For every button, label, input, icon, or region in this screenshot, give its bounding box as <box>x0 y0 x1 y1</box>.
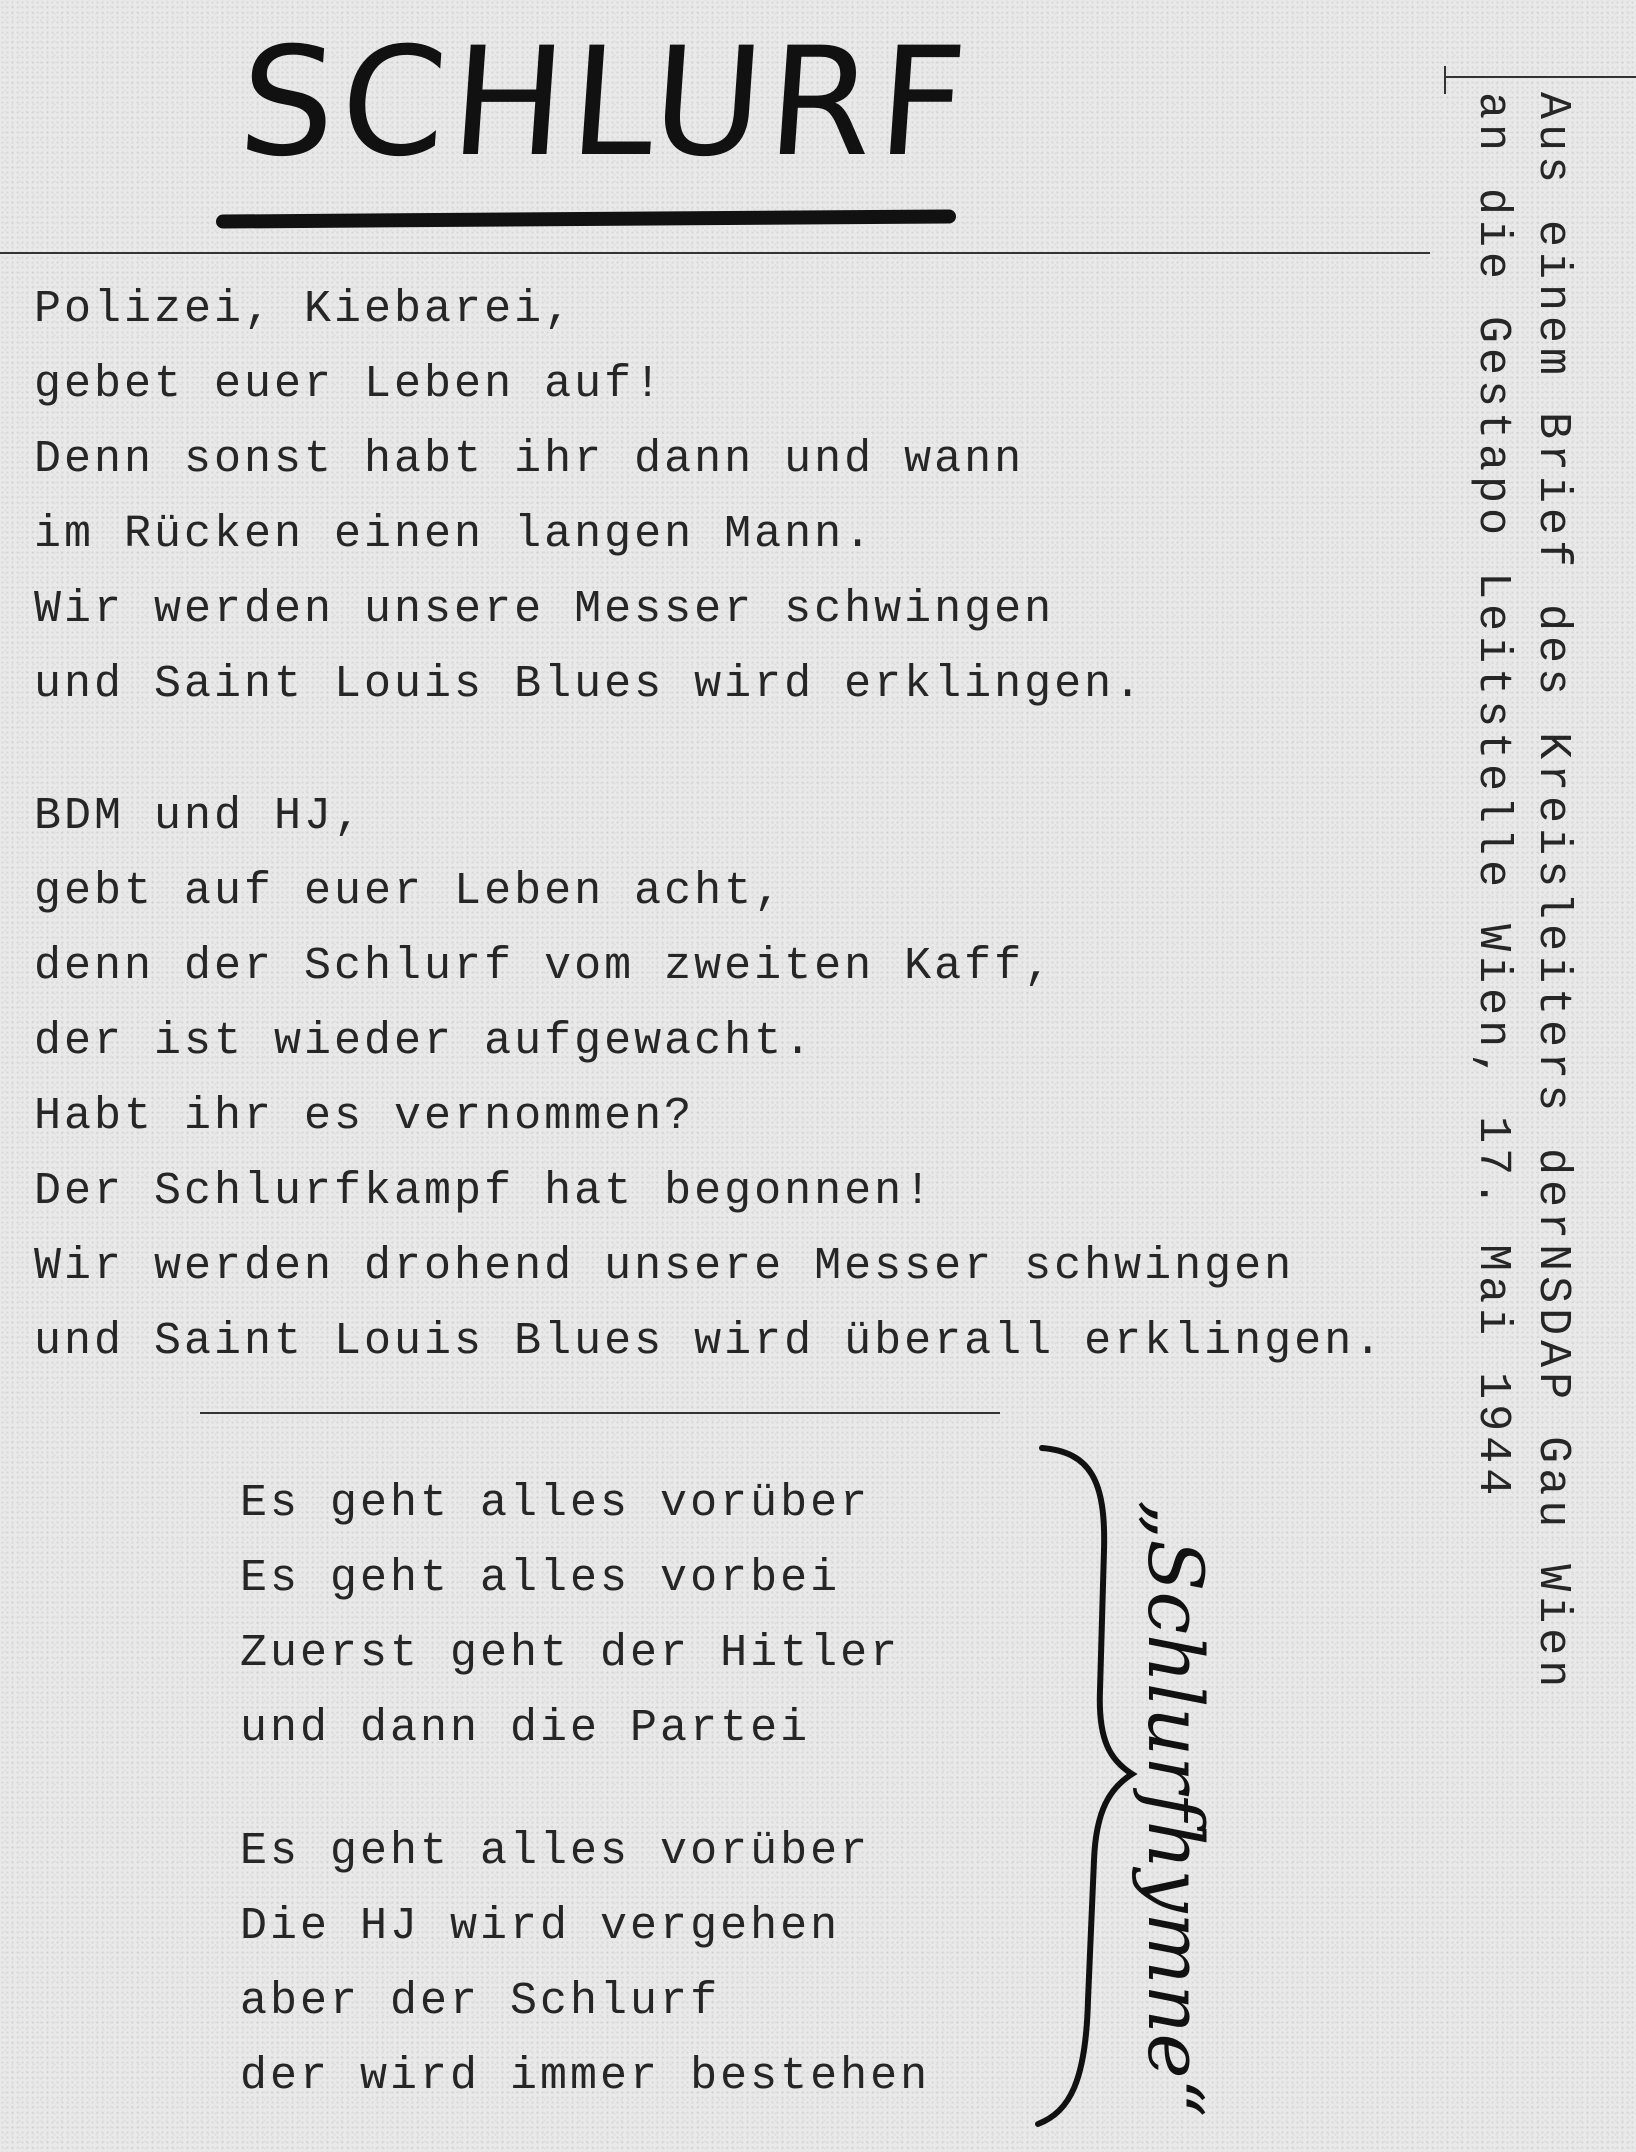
poem-stanza-2 <box>34 779 1384 1379</box>
poem-line: im Rücken einen langen Mann. <box>34 509 875 560</box>
poem-line: Wir werden drohend unsere Messer schwingen <box>34 1241 1295 1292</box>
hymn-line: der wird immer bestehen <box>240 2051 931 2102</box>
hymn-line: Die HJ wird vergehen <box>240 1901 841 1952</box>
poem-line: Habt ihr es vernommen? <box>34 1091 695 1142</box>
hymn-line: Es geht alles vorüber <box>240 1826 871 1877</box>
hymn-line: und dann die Partei <box>240 1703 811 1754</box>
page-title: SCHLURF <box>233 16 978 190</box>
hymn-line: Es geht alles vorüber <box>240 1478 871 1529</box>
hymn-stanza-2 <box>240 1815 930 2115</box>
hymn-line: aber der Schlurf <box>240 1976 721 2027</box>
poem-line: denn der Schlurf vom zweiten Kaff, <box>34 941 1055 992</box>
poem-line: Denn sonst habt ihr dann und wann <box>34 434 1025 485</box>
hymn-stanza-1 <box>240 1467 900 1767</box>
poem-line: Wir werden unsere Messer schwingen <box>34 584 1055 635</box>
poem-stanza-1 <box>34 272 1144 722</box>
title-underline <box>216 209 956 228</box>
side-note-tick <box>1444 66 1446 94</box>
poem-line: und Saint Louis Blues wird erklingen. <box>34 659 1145 710</box>
top-divider <box>0 252 1430 254</box>
middle-divider <box>200 1412 1000 1414</box>
poem-line: Der Schlurfkampf hat begonnen! <box>34 1166 935 1217</box>
poem-line: gebt auf euer Leben acht, <box>34 866 785 917</box>
hymn-line: Es geht alles vorbei <box>240 1553 841 1604</box>
poem-line: gebet euer Leben auf! <box>34 359 665 410</box>
side-source-note <box>1462 92 1582 1693</box>
side-note-divider <box>1444 76 1636 78</box>
side-note-line: Aus einem Brief des Kreisleiters derNSDAP Gau Wien <box>1527 92 1578 1693</box>
poem-line: Polizei, Kiebarei, <box>34 284 575 335</box>
poem-line: der ist wieder aufgewacht. <box>34 1016 815 1067</box>
hymn-line: Zuerst geht der Hitler <box>240 1628 901 1679</box>
poem-line: und Saint Louis Blues wird überall erklingen. <box>34 1316 1385 1367</box>
side-note-line: an die Gestapo Leitstelle Wien, 17. Mai 1944 <box>1467 92 1518 1501</box>
poem-line: BDM und HJ, <box>34 791 365 842</box>
hymn-handwritten-label: „Schlurfhymne“ <box>1131 1500 1220 2118</box>
